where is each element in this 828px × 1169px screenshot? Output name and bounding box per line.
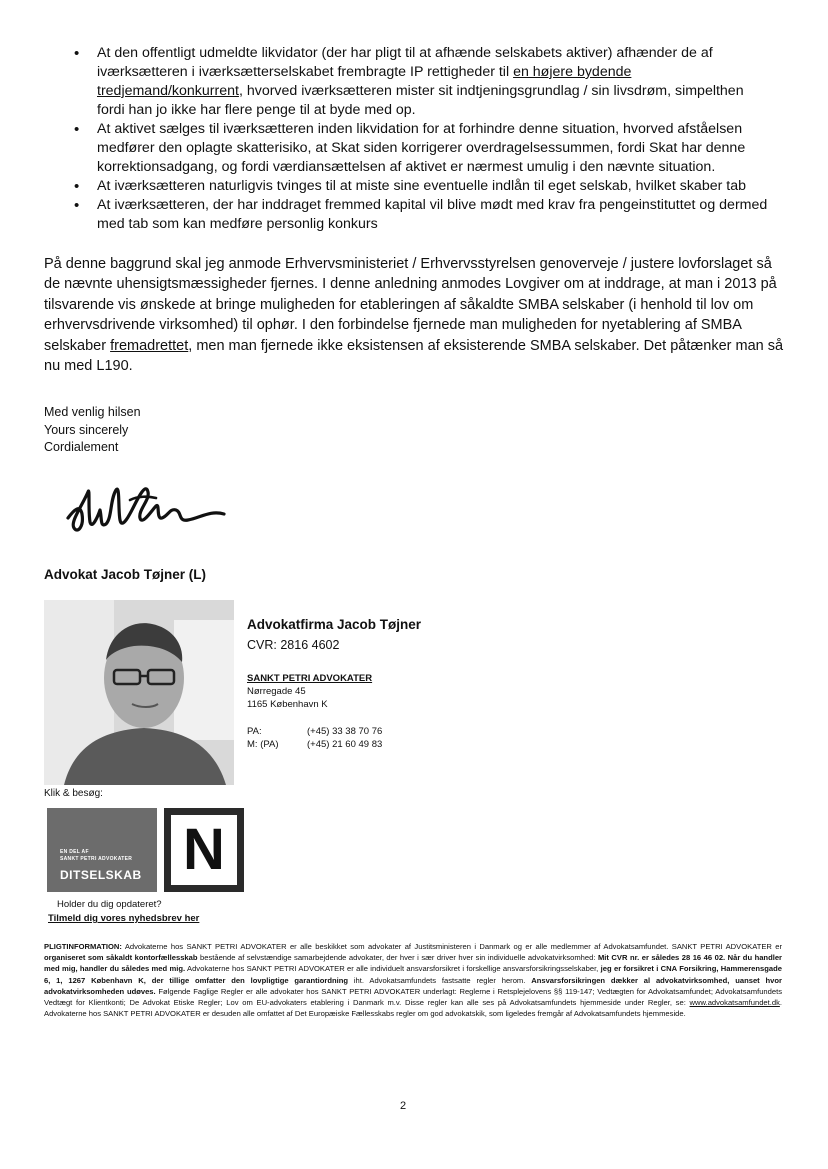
list-item-text: At iværksætteren naturligvis tvinges til at miste sine eventuelle indlån til eget selskab, hvilket skaber tab xyxy=(97,178,746,194)
phone-list xyxy=(247,725,547,751)
n-logo-letter: N xyxy=(183,817,225,882)
list-item xyxy=(74,44,774,120)
list-item-text: , hvorved iværksætteren mister sit indtjeningsgrundlag / sin livsdrøm, simpelthen fordi han jo ikke har flere penge til at byde med op. xyxy=(97,83,744,118)
firm-street: Nørregade 45 xyxy=(247,686,306,697)
firm-name: Advokatfirma Jacob Tøjner xyxy=(247,617,422,632)
mandatory-information xyxy=(44,941,782,1019)
plig-text: iht. Advokatsamfundets fastsatte regler herom. xyxy=(348,975,532,985)
firm-cvr: CVR: 2816 4602 xyxy=(247,638,340,652)
paragraph-text: På denne baggrund skal jeg anmode Erhvervsministeriet / Erhvervsstyrelsen genoverveje / justere lovforslaget så de nævnte uhensigtsmæssigheder fjernes. I denne anledning anmodes Lovgiver om at inddrage, at man i 2013 på tilsvarende vis ønskede at bringe muligheden for etableringen af såkaldte SMBA selskaber (i henhold til lov om erhvervsdrivende virksomhed) til ophør. I den forbindelse fjernede man muligheden for nyetablering af SMBA selskaber xyxy=(44,256,777,354)
visit-label: Klik & besøg: xyxy=(44,788,103,799)
plig-bold: Ansvarsforsikringen dækker al advokatvirksomhed, uanset hvor advokatvirksomheden udøves. xyxy=(44,975,782,996)
ditselskab-banner-link[interactable] xyxy=(47,808,157,892)
plig-heading: PLIGTINFORMATION: xyxy=(44,942,122,951)
plig-text: Advokaterne hos SANKT PETRI ADVOKATER er alle individuelt ansvarsforsikret i forskellige ansvarsforsikringsselskaber, xyxy=(185,964,601,974)
list-item-text: At aktivet sælges til iværksætteren inden likvidation for at forhindre denne situation, hvorved afståelsen medfører den oplagte skatterisiko, at Skat siden korrigerer overdragelsessummen, fordi Skat har denne korrektionsadgang, og fordi værdiansættelsen af aktivet er nærmest umulig i den nævnte situation. xyxy=(97,121,746,175)
plig-bold: Mit CVR nr. er således 28 16 46 02. Når du handler med mig, handler du således med mig. xyxy=(44,953,783,974)
portrait-photo xyxy=(44,600,234,785)
paragraph-text: , men man fjernede ikke eksistensen af eksisterende SMBA selskaber. Det påtænker man så nu med L190. xyxy=(44,337,784,375)
consequence-list xyxy=(74,44,774,234)
banner-line: SANKT PETRI ADVOKATER xyxy=(60,856,133,862)
list-item xyxy=(74,177,774,196)
list-item-text: At den offentligt udmeldte likvidator (der har pligt til at afhænde selskabets aktiver) afhænder de af iværksætteren i iværksætterselskabet frembragte IP rettigheder til xyxy=(97,45,713,80)
signatory-name: Advokat Jacob Tøjner (L) xyxy=(44,567,207,582)
greeting-line: Cordialement xyxy=(44,440,119,454)
plig-text: Følgende Faglige Regler er alle advokater hos SANKT PETRI ADVOKATER underlagt: Reglerne i Retsplejelovens §§ 119-147; Vedtægten for Advokatsamfundet; Advokatsamfundets Vedtægt for Klientkonti; De Advokat Etiske Regler; Lov om EU-advokaters etablering i Danmark m.v. Disse regler kan alle ses på Advokatsamfundets hjemmeside under Regler, se: xyxy=(44,986,782,1008)
phone-number[interactable]: (+45) 33 38 70 76 xyxy=(307,726,383,737)
plig-text: . Advokaterne hos SANKT PETRI ADVOKATER er desuden alle omfattet af Det Europæiske Fællesskabs regler om god advokatskik, som ligeledes fremgår af Advokatsamfundets hjemmeside. xyxy=(44,998,782,1019)
newsletter-prompt: Holder du dig opdateret? xyxy=(57,899,162,910)
list-item-link[interactable]: en højere bydende tredjemand/konkurrent xyxy=(97,64,632,99)
greeting-line: Med venlig hilsen xyxy=(44,405,141,419)
banner-title: DITSELSKAB xyxy=(60,868,142,882)
handwritten-signature xyxy=(60,470,230,550)
office-name-link[interactable]: SANKT PETRI ADVOKATER xyxy=(247,673,373,684)
plig-text: bestående af selvstændige samarbejdende advokater, der hver i sær driver hver sin individuelle advokatvirksomhed: xyxy=(197,953,598,963)
advokatsamfundet-link[interactable]: www.advokatsamfundet.dk xyxy=(689,998,780,1008)
firm-contact-block xyxy=(247,616,547,751)
greeting-line: Yours sincerely xyxy=(44,422,129,437)
closing-greeting xyxy=(44,404,344,457)
request-paragraph xyxy=(44,254,784,376)
plig-bold: jeg er forsikret i CNA Forsikring, Hammerensgade 6, 1, 1267 København K, der tillige omfatter den lovpligtige garantiordning xyxy=(44,964,782,985)
phone-number[interactable]: (+45) 21 60 49 83 xyxy=(307,739,383,750)
plig-bold: organiseret som såkaldt kontorfællesskab xyxy=(44,953,198,963)
list-item xyxy=(74,196,774,234)
n-logo-link[interactable] xyxy=(164,808,244,892)
phone-row xyxy=(247,738,547,751)
list-item xyxy=(74,120,774,177)
banner-line: EN DEL AF xyxy=(60,849,89,855)
phone-label: PA: xyxy=(247,726,262,737)
firm-city: 1165 København K xyxy=(247,699,328,710)
plig-text: Advokaterne hos SANKT PETRI ADVOKATER er alle beskikket som advokater af Justitsministeren i Danmark og er alle medlemmer af Advokatsamfundet. SANKT PETRI ADVOKATER er xyxy=(121,942,782,951)
list-item-text: At iværksætteren, der har inddraget fremmed kapital vil blive mødt med krav fra pengeinstituttet og dermed med tab som kan medføre personlig konkurs xyxy=(97,197,768,232)
newsletter-signup-link[interactable]: Tilmeld dig vores nyhedsbrev her xyxy=(48,913,200,924)
paragraph-link[interactable]: fremadrettet xyxy=(110,337,189,354)
phone-row xyxy=(247,725,547,738)
banner-small-text xyxy=(60,849,132,863)
n-logo-frame xyxy=(171,815,237,885)
page-number: 2 xyxy=(400,1100,407,1112)
phone-label: M: (PA) xyxy=(247,739,279,750)
